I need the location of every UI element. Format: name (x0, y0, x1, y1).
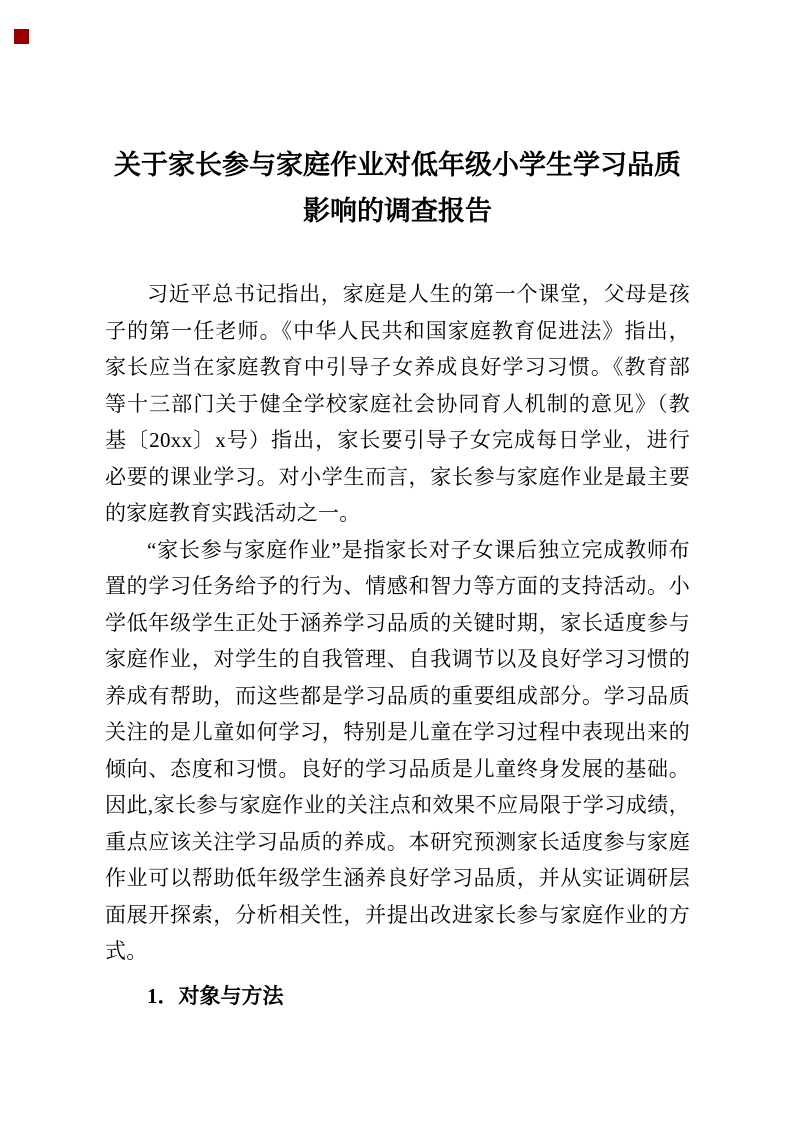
paragraph-intro: 习近平总书记指出，家庭是人生的第一个课堂，父母是孩子的第一任老师。《中华人民共和国家庭教育促进法》指出，家长应当在家庭教育中引导子女养成良好学习习惯。《教育部等十三部门关于健全学校家庭社会协同育人机制的意见》（教基〔20xx〕x号）指出，家长要引导子女完成每日学业，进行必要的课业学习。对小学生而言，家长参与家庭作业是最主要的家庭教育实践活动之一。 (105, 282, 690, 525)
title-line-1: 关于家长参与家庭作业对低年级小学生学习品质 (114, 150, 681, 180)
title-line-2: 影响的调查报告 (303, 196, 492, 226)
document-content (105, 142, 690, 1014)
paragraph-definition: “家长参与家庭作业”是指家长对子女课后独立完成教师布置的学习任务给予的行为、情感和智力等方面的支持活动。小学低年级学生正处于涵养学习品质的关键时期，家长适度参与家庭作业，对学生的自我管理、自我调节以及良好学习习惯的养成有帮助，而这些都是学习品质的重要组成部分。学习品质关注的是儿童如何学习，特别是儿童在学习过程中表现出来的倾向、态度和习惯。良好的学习品质是儿童终身发展的基础。因此,家长参与家庭作业的关注点和效果不应局限于学习成绩，重点应该关注学习品质的养成。本研究预测家长适度参与家庭作业可以帮助低年级学生涵养良好学习品质，并从实证调研层面展开探索，分析相关性，并提出改进家长参与家庭作业的方式。 (105, 537, 690, 963)
section-heading-1: 1．对象与方法 (147, 983, 284, 1008)
document-title (105, 142, 690, 234)
corner-red-square (14, 29, 29, 44)
